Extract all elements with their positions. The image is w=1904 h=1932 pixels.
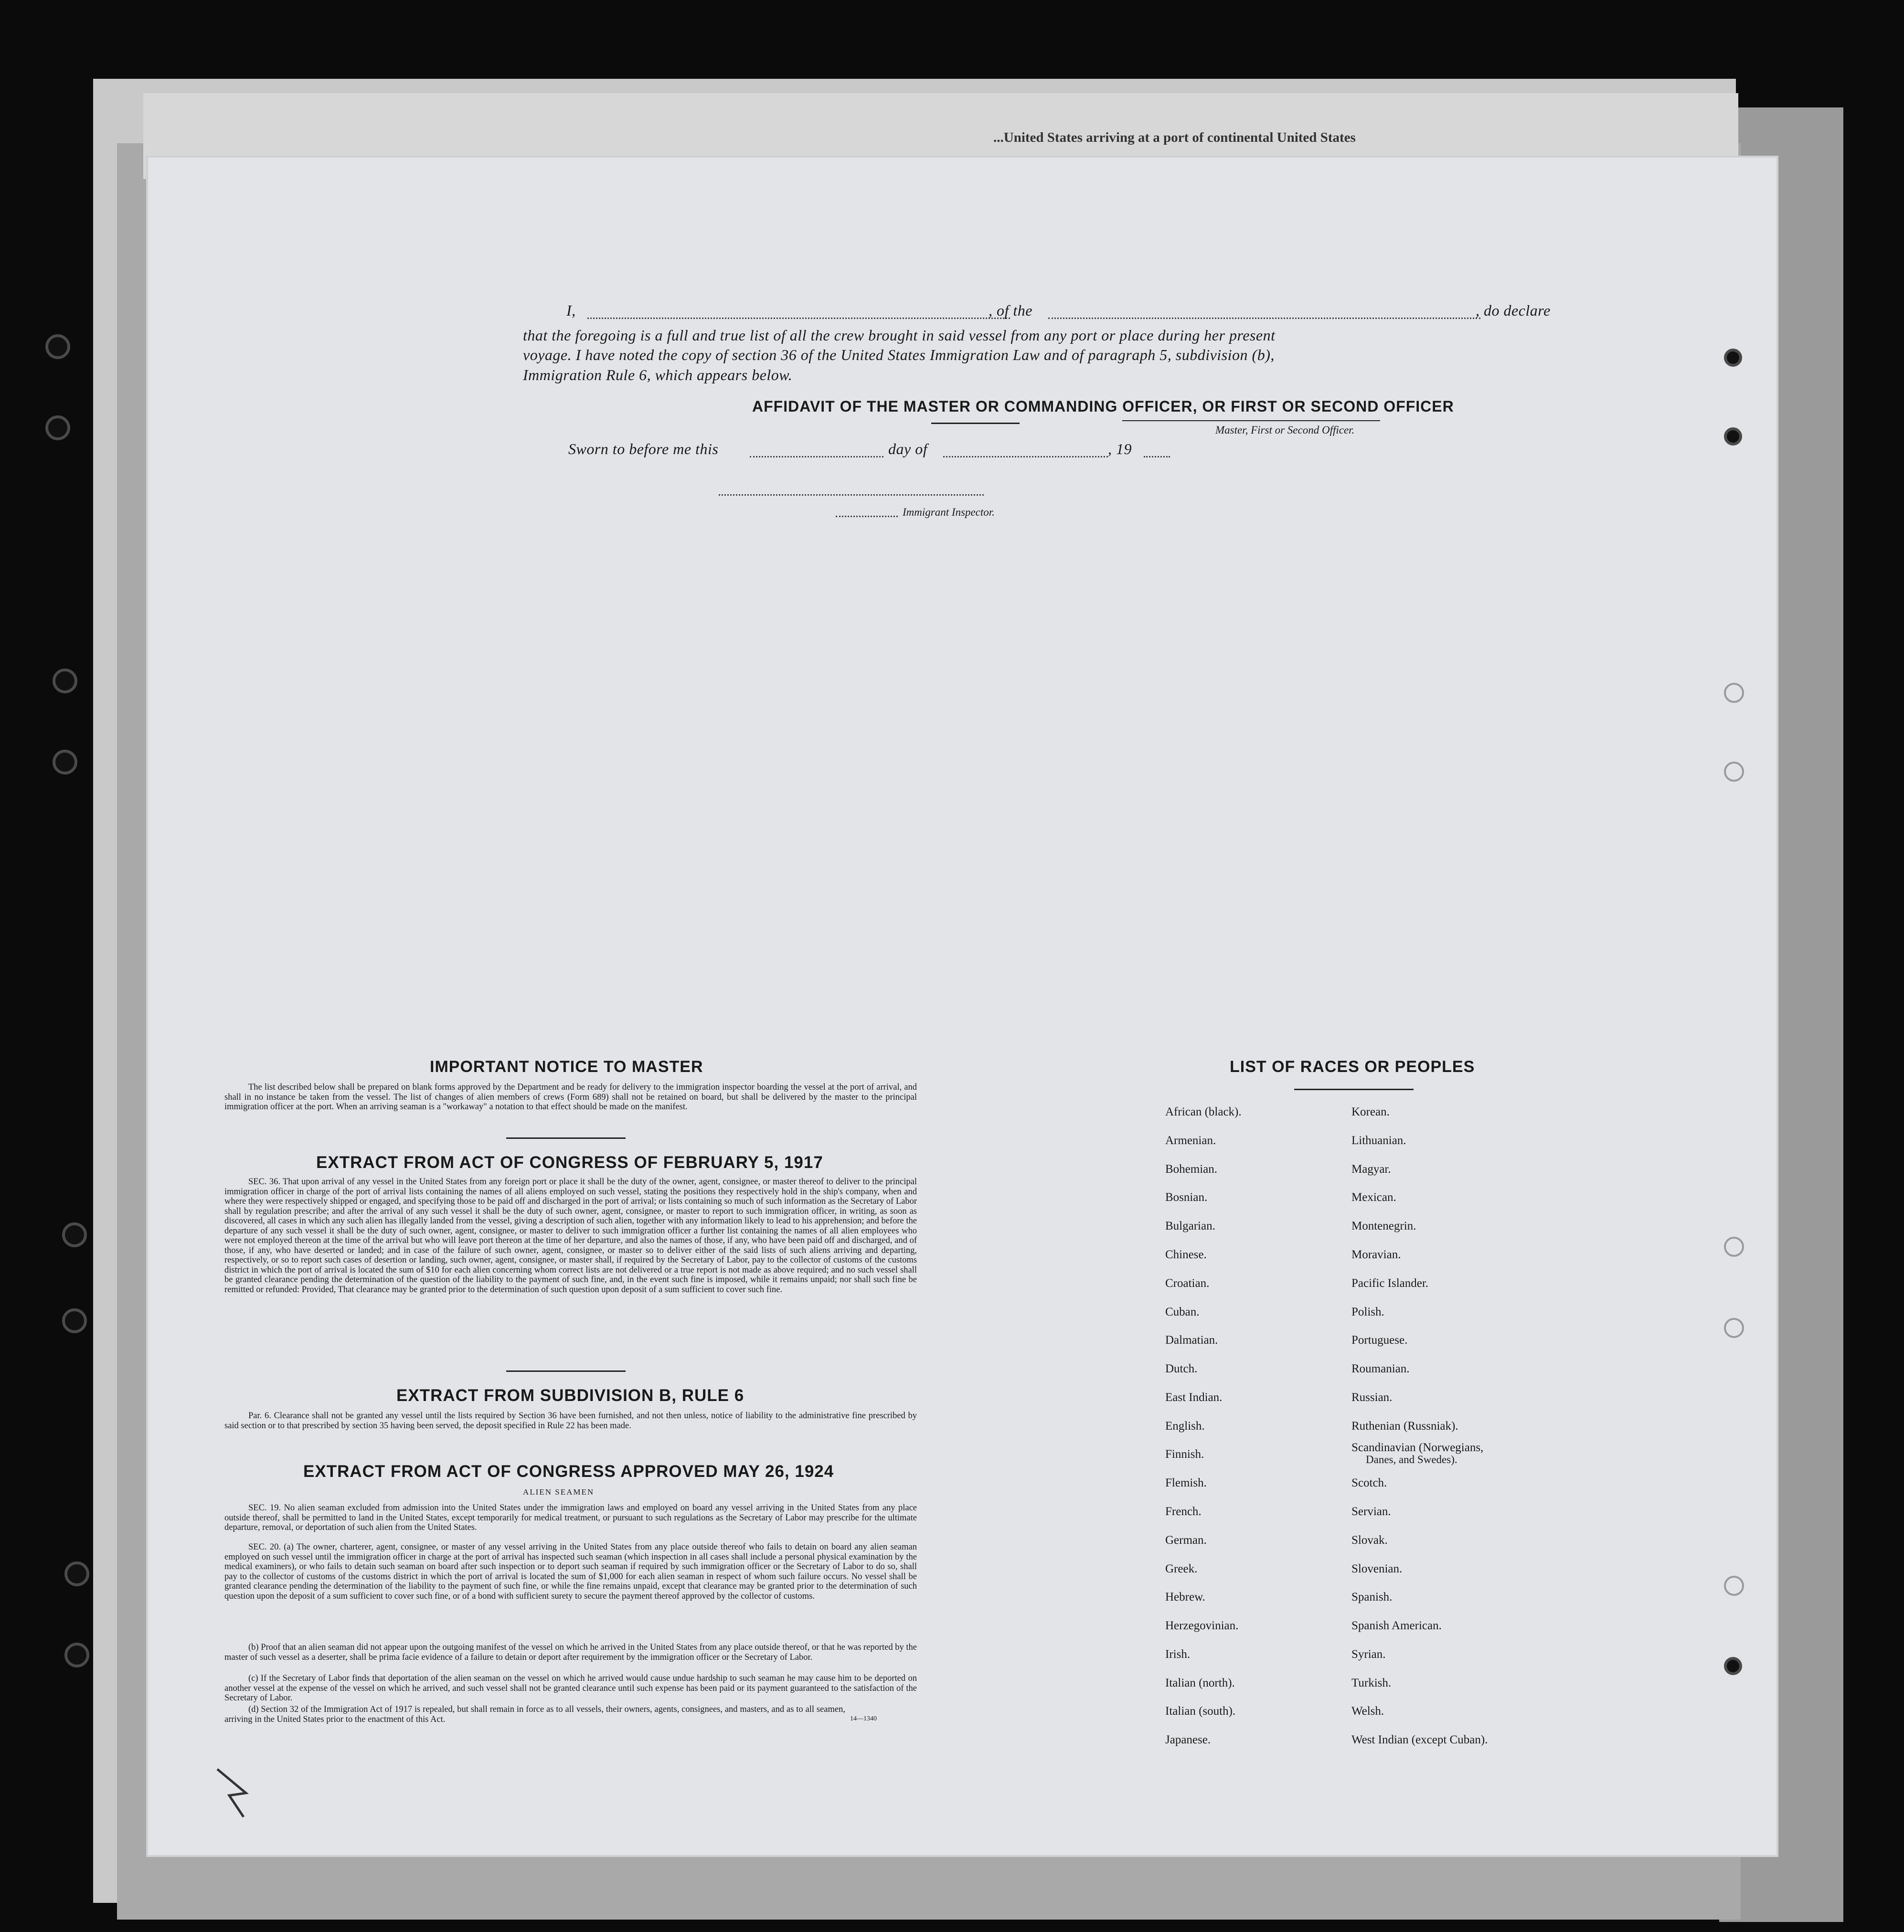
extract3-sec20b: (b) Proof that an alien seaman did not appear upon the outgoing manifest of the vessel on which he arrived in the United States from any place outside thereof, or that he was reported by the master of such vessel as a deserter, shall be prima facie evidence of a failure to detain or deport after requirement by the immigration officer or the Secretary of Labor. <box>224 1643 917 1662</box>
race-item: Armenian. <box>1165 1134 1216 1147</box>
race-item: Croatian. <box>1165 1277 1210 1290</box>
race-item: Bosnian. <box>1165 1191 1208 1204</box>
binder-hole <box>62 1222 87 1247</box>
race-item: Servian. <box>1351 1505 1391 1518</box>
race-item: Dutch. <box>1165 1362 1198 1375</box>
race-item: West Indian (except Cuban). <box>1351 1733 1488 1746</box>
race-item: German. <box>1165 1534 1207 1547</box>
affidavit-title: AFFIDAVIT OF THE MASTER OR COMMANDING OFFICER, OR FIRST OR SECOND OFFICER <box>752 398 1454 415</box>
extract3-sec20c: (c) If the Secretary of Labor finds that deportation of the alien seaman on the vessel on which he arrived would cause undue hardship to such seaman he may cause him to be deported on another vessel at the expense of the vessel on which he arrived, and such vessel shall not be granted clearance until such expense has been paid or its payment guaranteed to the satisfaction of the Secretary of Labor. <box>224 1674 917 1703</box>
race-item: Spanish American. <box>1351 1619 1442 1632</box>
race-item: Italian (south). <box>1165 1705 1236 1718</box>
race-item: Scandinavian (Norwegians, <box>1351 1441 1484 1454</box>
inspector-dots <box>836 516 898 517</box>
race-item: Scotch. <box>1351 1476 1387 1489</box>
race-item: East Indian. <box>1165 1391 1223 1404</box>
race-item: Hebrew. <box>1165 1591 1205 1603</box>
extract3-sec19: SEC. 19. No alien seaman excluded from admission into the United States under the immigration laws and employed on board any vessel arriving in the United States from any place outside thereof, shall be permitted to land in the United States, except temporarily for medical treatment, or pursuant to such regulations as the Secretary of Labor may prescribe for the ultimate departure, removal, or deportation of such alien from the United States. <box>224 1503 917 1532</box>
master-signature-line <box>1122 420 1380 421</box>
form-page <box>148 158 1776 1855</box>
race-item: Syrian. <box>1351 1648 1386 1661</box>
section-divider <box>506 1370 626 1372</box>
punch-hole <box>1724 349 1742 367</box>
race-item: Polish. <box>1351 1306 1384 1318</box>
race-item: Magyar. <box>1351 1163 1391 1176</box>
pencil-mark <box>215 1767 253 1819</box>
race-item: Cuban. <box>1165 1306 1200 1318</box>
binder-hole <box>53 750 77 775</box>
binder-hole <box>45 415 70 440</box>
race-item: Lithuanian. <box>1351 1134 1406 1147</box>
race-item: Mexican. <box>1351 1191 1396 1204</box>
affidavit-line4: Immigration Rule 6, which appears below. <box>523 366 793 383</box>
extract1-title: EXTRACT FROM ACT OF CONGRESS OF FEBRUARY 5, 1917 <box>316 1153 823 1172</box>
year-text: , 19 <box>1108 440 1132 457</box>
punch-hole <box>1724 1318 1744 1338</box>
affidavit-declare: , do declare <box>1476 302 1551 319</box>
extract3-sec20d: (d) Section 32 of the Immigration Act of 1917 is repealed, but shall remain in force as to all vessels, their owners, agents, consignees, and masters, and as to all seamen, arriving in the United States prior to the enactment of this Act. <box>224 1705 845 1724</box>
races-title: LIST OF RACES OR PEOPLES <box>1230 1058 1475 1076</box>
form-number: 14—1340 <box>850 1715 877 1722</box>
section-divider <box>506 1137 626 1139</box>
race-item: Pacific Islander. <box>1351 1277 1429 1290</box>
inspector-caption: Immigrant Inspector. <box>903 506 995 518</box>
extract2-title: EXTRACT FROM SUBDIVISION B, RULE 6 <box>396 1386 745 1405</box>
race-item: Korean. <box>1351 1105 1390 1118</box>
affidavit-i: I, <box>566 302 576 319</box>
extract3-sec20a: SEC. 20. (a) The owner, charterer, agent, consignee, or master of any vessel arriving in the United States from any place outside thereof who fails to detain on board any alien seaman employed on such vessel until the immigration officer in charge at the port of arrival has inspected such seaman (which inspection in all cases shall include a personal physical examination by the medical examiners), or who fails to detain such seaman on board after such inspection or to deport such seaman if required by such immigration officer or the Secretary of Labor to do so, shall pay to the collector of customs of the customs district in which the port of arrival is located the sum of $1,000 for each alien seaman in respect of whom such failure occurs. No vessel shall be granted clearance pending the determination of the liability to the payment of such fine, or while the fine remains unpaid, except that clearance may be granted prior to the determination of such question upon the deposit of a sum sufficient to cover such fine, or of a bond with sufficient surety to secure the payment thereof approved by the collector of customs. <box>224 1542 917 1601</box>
binder-hole <box>64 1561 89 1586</box>
month-blank <box>943 456 1108 457</box>
races-underline <box>1294 1089 1414 1090</box>
race-item: Roumanian. <box>1351 1362 1410 1375</box>
name-blank <box>587 318 1010 319</box>
race-item: Herzegovinian. <box>1165 1619 1239 1632</box>
race-item: English. <box>1165 1420 1205 1433</box>
affidavit-of-the: , of the <box>989 302 1032 319</box>
race-item: Welsh. <box>1351 1705 1384 1718</box>
race-item: Bohemian. <box>1165 1163 1218 1176</box>
day-blank <box>750 456 883 457</box>
binder-hole <box>64 1643 89 1667</box>
race-item: Slovak. <box>1351 1534 1388 1547</box>
race-item: Chinese. <box>1165 1248 1207 1261</box>
race-item: Moravian. <box>1351 1248 1401 1261</box>
master-caption: Master, First or Second Officer. <box>1215 424 1355 436</box>
race-item: French. <box>1165 1505 1202 1518</box>
race-item-continuation: Danes, and Swedes). <box>1366 1454 1457 1465</box>
extract1-text: SEC. 36. That upon arrival of any vessel in the United States from any foreign port or place it shall be the duty of the owner, agent, consignee, or master thereof to deliver to the principal immigration officer in charge of the port of arrival lists containing the names of all aliens employed on such vessel, stating the positions they respectively hold in the ship's company, when and where they were respectively shipped or engaged, and specifying those to be paid off and discharged in the port of arrival; or lists containing so much of such information as the Secretary of Labor shall by regulation prescribe; and after the arrival of any such vessel it shall be the duty of such owner, agent, consignee, or master to report to such immigration officer, in writing, as soon as discovered, all cases in which any such alien has illegally landed from the vessel, giving a description of such alien, together with any information likely to lead to his apprehension; and before the departure of any such vessel it shall be the duty of such owner, agent, consignee, or master to deliver to such immigration officer a further list containing the names of all alien employees who were not employed thereon at the time of the arrival but who will leave port thereon at the time of her departure, and also the names of those, if any, who have been paid off and discharged, and of those, if any, who have deserted or landed; and in case of the failure of such owner, agent, consignee, or master so to deliver either of the said lists of such aliens arriving and departing, respectively, or so to report such cases of desertion or landing, such owner, agent, consignee, or master shall, if required by the Secretary of Labor, pay to the collector of customs of the customs district in which the port of arrival is located the sum of $10 for each alien concerning whom correct lists are not delivered or a true report is not made as above required; and no such vessel shall be granted clearance pending the determination of the question of the liability to the payment of such fine, and, in the event such fine is imposed, while it remains unpaid; nor shall such fine be remitted or refunded: Provided, That clearance may be granted prior to the determination of such question upon deposit of a sum sufficient to cover such fine. <box>224 1177 917 1295</box>
day-of-text: day of <box>888 440 928 457</box>
extract3-title: EXTRACT FROM ACT OF CONGRESS APPROVED MAY 26, 1924 <box>303 1462 834 1481</box>
race-item: Finnish. <box>1165 1448 1204 1461</box>
punch-hole <box>1724 427 1742 446</box>
binder-hole <box>62 1308 87 1333</box>
affidavit-line2: that the foregoing is a full and true list of all the crew brought in said vessel from any port or place during her present <box>523 327 1276 344</box>
race-item: Slovenian. <box>1351 1562 1403 1575</box>
punch-hole <box>1724 1657 1742 1675</box>
race-item: Irish. <box>1165 1648 1191 1661</box>
punch-hole <box>1724 1576 1744 1596</box>
binder-hole <box>53 669 77 693</box>
race-item: Flemish. <box>1165 1476 1207 1489</box>
race-item: Dalmatian. <box>1165 1334 1218 1347</box>
extract3-subtitle: ALIEN SEAMEN <box>523 1487 595 1497</box>
notice-title: IMPORTANT NOTICE TO MASTER <box>430 1058 703 1076</box>
race-item: Ruthenian (Russniak). <box>1351 1420 1458 1433</box>
sworn-text: Sworn to before me this <box>568 440 719 457</box>
vessel-blank <box>1048 318 1480 319</box>
race-item: African (black). <box>1165 1105 1242 1118</box>
extract2-text: Par. 6. Clearance shall not be granted any vessel until the lists required by Section 36 have been furnished, and not then unless, notice of liability to the administrative fine prescribed by said section or to that prescribed by section 35 having been served, the deposit specified in Rule 22 has been made. <box>224 1411 917 1431</box>
race-item: Italian (north). <box>1165 1677 1235 1689</box>
year-blank <box>1144 456 1170 457</box>
punch-hole <box>1724 683 1744 703</box>
race-item: Japanese. <box>1165 1733 1211 1746</box>
race-item: Russian. <box>1351 1391 1393 1404</box>
affidavit-line3: voyage. I have noted the copy of section 36 of the United States Immigration Law and of paragraph 5, subdivision (b), <box>523 346 1275 363</box>
race-item: Spanish. <box>1351 1591 1393 1603</box>
inspector-signature-line <box>719 494 984 496</box>
race-item: Turkish. <box>1351 1677 1392 1689</box>
punch-hole <box>1724 1237 1744 1257</box>
notice-text: The list described below shall be prepared on blank forms approved by the Department and be ready for delivery to the immigration inspector boarding the vessel at the port of arrival, and shall in no instance be taken from the vessel. The list of changes of alien members of crews (Form 689) shall not be retained on board, but shall be delivered by the master to the principal immigration officer at the port. When an arriving seaman is a "workaway" a notation to that effect should be made on the manifest. <box>224 1083 917 1112</box>
strip-header-text: ...United States arriving at a port of continental United States <box>993 130 1356 145</box>
race-item: Greek. <box>1165 1562 1198 1575</box>
race-item: Bulgarian. <box>1165 1220 1215 1232</box>
binder-hole <box>45 334 70 359</box>
title-underline <box>931 423 1020 424</box>
race-item: Portuguese. <box>1351 1334 1408 1347</box>
race-item: Montenegrin. <box>1351 1220 1416 1232</box>
punch-hole <box>1724 762 1744 782</box>
